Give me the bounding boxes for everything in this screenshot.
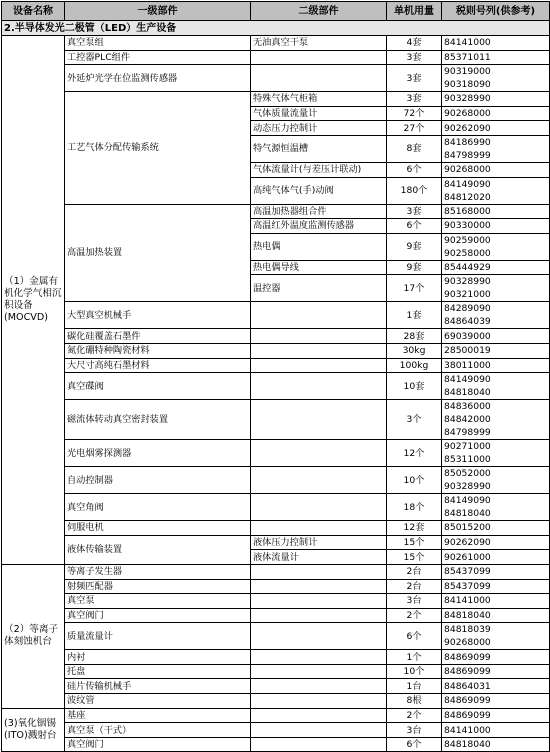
level2-part-cell: 温控器 [251,275,387,302]
tariff-code-cell [442,260,550,275]
tariff-code-cell [442,373,550,400]
quantity-cell: 2个 [387,608,442,623]
tariff-code: 85052000 [444,468,491,480]
level1-part-cell: 光电烟雾探测器 [65,440,251,467]
level1-part-cell: 工艺气体分配传输系统 [65,92,251,204]
tariff-code-cell [442,650,550,665]
quantity-cell: 28套 [387,329,442,344]
tariff-code-cell [442,535,550,550]
quantity-cell: 3套 [387,204,442,219]
tariff-code-cell [442,50,550,65]
tariff-code-cell [442,494,550,521]
tariff-code: 84864039 [444,316,491,328]
tariff-code: 84818040 [444,508,491,520]
level2-part-cell: 热电偶导线 [251,260,387,275]
level2-part-cell [251,50,387,65]
quantity-cell: 2台 [387,564,442,579]
level1-part-cell: 真空阀门 [65,737,251,752]
tariff-code: 85444929 [444,262,491,274]
quantity-cell: 15个 [387,535,442,550]
tariff-code-cell [442,92,550,107]
tariff-code-cell [442,564,550,579]
table-row [2,623,550,650]
level2-part-cell [251,467,387,494]
tariff-code: 90268000 [444,637,491,649]
section-title: 2.半导体发光二极管（LED）生产设备 [2,21,550,36]
tariff-code: 90268000 [444,108,491,120]
quantity-cell: 8根 [387,694,442,709]
tariff-code-cell [442,400,550,440]
tariff-code: 84149090 [444,178,491,190]
quantity-cell: 72个 [387,106,442,121]
quantity-cell: 9套 [387,260,442,275]
device-name-cell: （2）等离子体刻蚀机台 [2,564,65,708]
level1-part-cell: 真空泵（干式） [65,723,251,738]
level1-part-cell: 氮化硼特种陶瓷材料 [65,343,251,358]
level2-part-cell: 动态压力控制计 [251,121,387,136]
tariff-code: 85168000 [444,205,491,217]
table-row [2,694,550,709]
tariff-code: 90328990 [444,481,491,493]
tariff-code: 90259000 [444,234,491,246]
table-row [2,723,550,738]
table-row [2,650,550,665]
level1-part-cell: 质量流量计 [65,623,251,650]
table-row [2,440,550,467]
tariff-code: 84141000 [444,595,491,607]
tariff-code: 84812020 [444,191,491,203]
quantity-cell: 6个 [387,623,442,650]
level2-part-cell: 热电偶 [251,233,387,260]
header-device-name: 设备名称 [2,2,65,21]
tariff-code: 85015200 [444,522,491,534]
level2-part-cell: 液体压力控制计 [251,535,387,550]
level1-part-cell: 真空角阀 [65,494,251,521]
level2-part-cell [251,664,387,679]
level2-part-cell [251,400,387,440]
tariff-code: 84818040 [444,739,491,751]
level1-part-cell: 波纹管 [65,694,251,709]
tariff-code-cell [442,521,550,536]
level1-part-cell: 大尺寸高纯石墨材料 [65,358,251,373]
tariff-code: 84141000 [444,37,491,49]
level1-part-cell: 自动控制器 [65,467,251,494]
table-row [2,564,550,579]
tariff-code: 90261000 [444,551,491,563]
tariff-code-cell [442,329,550,344]
tariff-code: 84836000 [444,401,491,413]
tariff-code-cell [442,723,550,738]
tariff-code-cell [442,233,550,260]
tariff-code-cell [442,343,550,358]
level1-part-cell: 高温加热装置 [65,204,251,302]
quantity-cell: 12个 [387,440,442,467]
quantity-cell: 30kg [387,343,442,358]
tariff-code: 84798999 [444,149,491,161]
tariff-code-cell [442,65,550,92]
table-row [2,92,550,107]
device-name-cell: （1）金属有机化学气相沉积设备(MOCVD) [2,36,65,565]
table-row [2,494,550,521]
tariff-code: 84818040 [444,387,491,399]
tariff-code-cell [442,550,550,565]
tariff-code: 69039000 [444,330,491,342]
level2-part-cell [251,623,387,650]
level2-part-cell: 气体质量流量计 [251,106,387,121]
tariff-code: 90268000 [444,164,491,176]
table-row [2,679,550,694]
level2-part-cell [251,650,387,665]
quantity-cell: 6个 [387,219,442,234]
level1-part-cell: 托盘 [65,664,251,679]
level2-part-cell [251,302,387,329]
tariff-code: 90319000 [444,66,491,78]
level2-part-cell: 液体流量计 [251,550,387,565]
tariff-code-cell [442,177,550,204]
tariff-code-cell [442,467,550,494]
level2-part-cell [251,494,387,521]
tariff-code-cell [442,275,550,302]
quantity-cell: 3套 [387,65,442,92]
level2-part-cell [251,708,387,723]
tariff-code: 84869099 [444,709,491,721]
tariff-code: 84149090 [444,495,491,507]
level1-part-cell: 外延炉光学在位监测传感器 [65,65,251,92]
table-row [2,204,550,219]
device-name-cell: (3)氧化铟锡(ITO)溅射台 [2,708,65,752]
tariff-code: 85437099 [444,566,491,578]
tariff-code: 90328990 [444,276,491,288]
quantity-cell: 10个 [387,664,442,679]
quantity-cell: 1套 [387,302,442,329]
quantity-cell: 12套 [387,521,442,536]
tariff-code: 84289090 [444,303,491,315]
table-body [2,21,550,752]
tariff-code-cell [442,664,550,679]
tariff-code: 28500019 [444,345,491,357]
table-row [2,302,550,329]
table-row [2,535,550,550]
quantity-cell: 8套 [387,135,442,162]
tariff-code: 38011000 [444,359,491,371]
tariff-code: 85437099 [444,580,491,592]
level2-part-cell [251,65,387,92]
tariff-code-cell [442,608,550,623]
table-row [2,329,550,344]
level1-part-cell: 真空阀门 [65,608,251,623]
quantity-cell: 17个 [387,275,442,302]
table-row [2,373,550,400]
level2-part-cell [251,594,387,609]
tariff-code-cell [442,594,550,609]
quantity-cell: 3个 [387,400,442,440]
table-row [2,50,550,65]
level1-part-cell: 碳化硅覆盖石墨件 [65,329,251,344]
tariff-code-cell [442,737,550,752]
parts-table [1,1,550,752]
table-row [2,608,550,623]
quantity-cell: 27个 [387,121,442,136]
quantity-cell: 3台 [387,594,442,609]
level2-part-cell: 高温加热器组合件 [251,204,387,219]
level1-part-cell: 射频匹配器 [65,579,251,594]
quantity-cell: 15个 [387,550,442,565]
quantity-cell: 6个 [387,737,442,752]
tariff-code: 90328990 [444,93,491,105]
tariff-code-cell [442,36,550,51]
tariff-code: 84869099 [444,666,491,678]
table-row [2,36,550,51]
quantity-cell: 10个 [387,467,442,494]
table-row [2,65,550,92]
level2-part-cell [251,440,387,467]
tariff-code: 90262090 [444,122,491,134]
tariff-code-cell [442,623,550,650]
quantity-cell: 18个 [387,494,442,521]
table-row [2,708,550,723]
tariff-code: 84842000 [444,414,491,426]
level2-part-cell [251,608,387,623]
quantity-cell: 9套 [387,233,442,260]
quantity-cell: 3套 [387,92,442,107]
section-title-row [2,21,550,36]
table-row [2,521,550,536]
tariff-code: 90258000 [444,247,491,259]
header-level1-part: 一级部件 [65,2,251,21]
level1-part-cell: 伺服电机 [65,521,251,536]
level1-part-cell: 基座 [65,708,251,723]
tariff-code-cell [442,219,550,234]
tariff-code: 90321000 [444,289,491,301]
level2-part-cell [251,679,387,694]
tariff-code: 84818039 [444,624,491,636]
tariff-code-cell [442,302,550,329]
level2-part-cell [251,521,387,536]
tariff-code: 84864031 [444,680,491,692]
tariff-code: 84869099 [444,695,491,707]
tariff-code-cell [442,694,550,709]
level2-part-cell [251,343,387,358]
level2-part-cell: 高温红外温度监测传感器 [251,219,387,234]
table-row [2,737,550,752]
level2-part-cell: 气体流量计(与差压计联动) [251,162,387,177]
tariff-code: 84149090 [444,374,491,386]
level2-part-cell [251,723,387,738]
level2-part-cell: 无油真空干泵 [251,36,387,51]
level2-part-cell [251,694,387,709]
tariff-code-cell [442,135,550,162]
quantity-cell: 2台 [387,579,442,594]
level2-part-cell [251,579,387,594]
tariff-code: 84818040 [444,609,491,621]
tariff-code: 84186990 [444,136,491,148]
table-row [2,664,550,679]
tariff-code: 84869099 [444,651,491,663]
tariff-code-cell [442,679,550,694]
level2-part-cell [251,373,387,400]
level1-part-cell: 真空泵 [65,594,251,609]
level2-part-cell [251,358,387,373]
tariff-code-cell [442,440,550,467]
tariff-code: 90330000 [444,220,491,232]
table-row [2,358,550,373]
tariff-code-cell [442,579,550,594]
tariff-code-cell [442,162,550,177]
quantity-cell: 1个 [387,650,442,665]
quantity-cell: 10套 [387,373,442,400]
table-row [2,467,550,494]
level1-part-cell: 真空泵组 [65,36,251,51]
tariff-code: 85371011 [444,51,491,63]
tariff-code-cell [442,121,550,136]
header-tariff-code: 税则号列(供参考) [442,2,550,21]
quantity-cell: 100kg [387,358,442,373]
level1-part-cell: 真空碟阀 [65,373,251,400]
tariff-code-cell [442,106,550,121]
level2-part-cell: 特气源恒温槽 [251,135,387,162]
header-row [2,2,550,21]
quantity-cell: 3台 [387,723,442,738]
header-unit-quantity: 单机用量 [387,2,442,21]
level2-part-cell: 特殊气体气柜箱 [251,92,387,107]
tariff-code: 85311000 [444,454,491,466]
level1-part-cell: 内衬 [65,650,251,665]
level2-part-cell [251,329,387,344]
tariff-code: 90271000 [444,441,491,453]
quantity-cell: 4套 [387,36,442,51]
quantity-cell: 1台 [387,679,442,694]
tariff-code-cell [442,358,550,373]
level1-part-cell: 等离子发生器 [65,564,251,579]
table-row [2,594,550,609]
level1-part-cell: 硅片传输机械手 [65,679,251,694]
tariff-code: 84798999 [444,427,491,439]
quantity-cell: 6个 [387,162,442,177]
level2-part-cell [251,737,387,752]
tariff-code: 84141000 [444,724,491,736]
table-row [2,579,550,594]
level2-part-cell [251,564,387,579]
quantity-cell: 2个 [387,708,442,723]
level1-part-cell: 磁流体转动真空密封装置 [65,400,251,440]
tariff-code-cell [442,204,550,219]
level1-part-cell: 大型真空机械手 [65,302,251,329]
table-row [2,343,550,358]
tariff-code: 90318090 [444,79,491,91]
level1-part-cell: 液体传输装置 [65,535,251,564]
level2-part-cell: 高纯气体气(手)动阀 [251,177,387,204]
table-row [2,400,550,440]
quantity-cell: 180个 [387,177,442,204]
level1-part-cell: 工控器PLC组件 [65,50,251,65]
header-level2-part: 二级部件 [251,2,387,21]
tariff-code-cell [442,708,550,723]
tariff-code: 90262090 [444,537,491,549]
quantity-cell: 3套 [387,50,442,65]
